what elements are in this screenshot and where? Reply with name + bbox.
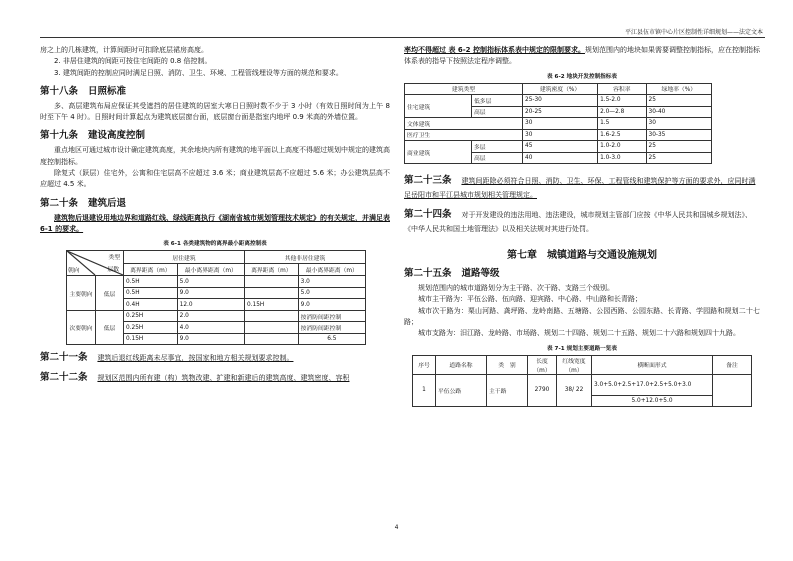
cell: 1.0-3.0 — [598, 152, 646, 164]
header-type: 建筑类型 — [405, 83, 523, 95]
cell: 按消防间距控制 — [298, 310, 365, 322]
article-number: 第二十二条 — [40, 372, 88, 384]
cell: 2790 — [528, 374, 557, 407]
article-22 — [40, 371, 390, 385]
header-floors: 层数 — [107, 267, 119, 274]
cell: 0.25H — [124, 310, 178, 322]
article-number: 第二十五条 — [404, 268, 452, 280]
article-24 — [404, 208, 760, 236]
article-20-text: 建筑物后退建设用地边界和道路红线、绿线距离执行《湖南省城市规划管理技术规定》的有关规定，并满足表 6-1 的要求。 — [40, 213, 390, 233]
page-number: 4 — [394, 524, 399, 531]
cell: 12.0 — [177, 299, 244, 311]
continued-text: 规划范围内的地块如果需要调整控制指标，应在控制指标体系表的指导下按照法定程序调整。 — [404, 46, 760, 66]
cell: 9.0 — [177, 333, 244, 345]
article-23 — [404, 174, 760, 202]
cell: 5.0+12.0+5.0 — [592, 395, 713, 407]
header-distance: 离界距离（m） — [244, 263, 298, 276]
floors-cell: 低层 — [103, 291, 116, 298]
article-20-heading — [40, 197, 390, 210]
cell: 主干路 — [487, 374, 528, 407]
header-cell: 红线宽度（m） — [557, 355, 592, 374]
article-25-text-4: 城市支路为：汨江路、龙岭路、市场路、规划二十四路、规划二十五路、规划二十六路和规划四十九路。 — [418, 329, 740, 338]
cell: 3.0 — [298, 276, 365, 288]
cell: 25 — [646, 152, 711, 164]
group-label: 主要朝向 — [67, 276, 96, 310]
cell: 1.6-2.5 — [598, 129, 646, 141]
cell: 0.5H — [124, 287, 178, 299]
table-6-2-caption: 表 6-2 地块开发控制指标表 — [547, 73, 617, 80]
cell: 低多层 — [472, 95, 523, 107]
header-green: 绿地率（%） — [646, 83, 711, 95]
article-18-heading — [40, 85, 390, 98]
cell: 38/ 22 — [557, 374, 592, 407]
cell: 高层 — [472, 106, 523, 118]
header-far: 容积率 — [598, 83, 646, 95]
article-number: 第二十条 — [40, 197, 79, 209]
article-title: 道路等级 — [461, 268, 500, 280]
cell: 平伍公路 — [436, 374, 487, 407]
cell: 30 — [523, 129, 598, 141]
cell: 25 — [646, 95, 711, 107]
list-item-2: 2. 非居住建筑的间距可按住宅间距的 0.8 倍控制。 — [54, 57, 212, 66]
cell: 25-30 — [523, 95, 598, 107]
cell: 4.0 — [177, 322, 244, 334]
cell: 30 — [646, 118, 711, 130]
table-row — [405, 129, 712, 141]
chapter-title: 第七章 城镇道路与交通设施规划 — [507, 250, 657, 262]
article-21-text: 建筑后退红线距离未尽事宜，按国家和地方相关规划要求控制。 — [97, 354, 294, 363]
cell: 30-40 — [646, 106, 711, 118]
cell: 30-35 — [646, 129, 711, 141]
cell: 5.0 — [177, 276, 244, 288]
header-cell: 道路名称 — [436, 355, 487, 374]
article-25-text-3: 城市次干路为：栗山河路、龚坪路、龙岭南路、五塘路、公园西路、公园东路、长青路、学园路和规划二十七路； — [404, 306, 760, 326]
article-title: 建筑后退 — [87, 197, 126, 209]
cell: 0.25H — [124, 322, 178, 334]
cell: 高层 — [472, 152, 523, 164]
header-residential: 居住建筑 — [124, 251, 245, 264]
cell: 9.0 — [177, 287, 244, 299]
article-19-heading — [40, 129, 390, 142]
article-title: 建设高度控制 — [87, 130, 145, 142]
article-19-text-1: 重点地区可通过城市设计确定建筑高度，其余地块内所有建筑的地平面以上高度不得超过规划中规定的建筑高度控制指标。 — [40, 146, 390, 166]
article-number: 第二十一条 — [40, 352, 88, 364]
cell: 25 — [646, 141, 711, 153]
cell: 0.4H — [124, 299, 178, 311]
cell: 45 — [523, 141, 598, 153]
paragraph-continued — [404, 45, 760, 68]
continued-bold-text: 率均不得超过 表 6-2 控制指标体系表中规定的限制要求。 — [404, 46, 585, 54]
cell: 9.0 — [298, 299, 365, 311]
right-column — [404, 45, 760, 407]
left-column — [40, 45, 390, 388]
header-min-distance: 最小离界距离（m） — [298, 263, 365, 276]
cell: 2.0—2.8 — [598, 106, 646, 118]
article-22-text: 规划区范围内所有建（构）筑物改建、扩建和新建后的建筑高度、建筑密度、容积 — [97, 374, 350, 383]
cell: 1.0-2.0 — [598, 141, 646, 153]
paragraph-continued: 房之上的几栋建筑，计算间距时可扣除底层裙房高度。 — [40, 46, 208, 54]
table-7-1-caption: 表 7-1 规划主要道路一览表 — [547, 345, 617, 352]
category-cell: 住宅建筑 — [405, 95, 472, 118]
cell — [244, 276, 298, 288]
category-cell: 文体建筑 — [405, 118, 523, 130]
article-24-text: 对于开发建设的违法用地、违法建设，城市规划主管部门应按《中华人民共和国城乡规划法》、《中华人民共和国土地管理法》以及相关法规对其进行处罚。 — [404, 211, 752, 234]
cell: 6.5 — [298, 333, 365, 345]
header-cell: 长度（m） — [528, 355, 557, 374]
group-label: 次要朝向 — [67, 311, 96, 345]
article-23-text: 建筑间距除必须符合日照、消防、卫生、环保、工程管线和建筑保护等方面的要求外，应同时满足岳阳市和平江县城市规划相关管理规定。 — [404, 177, 756, 200]
article-21 — [40, 351, 390, 365]
article-25-text-1: 规划范围内的城市道路划分为主干路、次干路、支路三个级别。 — [418, 284, 614, 293]
article-number: 第二十四条 — [404, 209, 452, 221]
group-cell — [67, 276, 124, 311]
page-header: 平江县伍市镇中心片区控制性详细规划——法定文本 — [40, 27, 765, 38]
cell — [244, 333, 298, 345]
cell: 多层 — [472, 141, 523, 153]
cell: 3.0+5.0+2.5+17.0+2.5+5.0+3.0 — [592, 374, 713, 395]
group-cell — [67, 310, 124, 345]
floors-cell: 低层 — [103, 326, 116, 333]
table-row — [405, 118, 712, 130]
header-density: 建筑密度（%） — [523, 83, 598, 95]
table-row — [413, 374, 752, 395]
cell — [244, 310, 298, 322]
setback-table — [66, 250, 366, 345]
header-distance: 离界距离（m） — [124, 263, 178, 276]
cell: 0.5H — [124, 276, 178, 288]
diagonal-header-cell — [67, 251, 124, 276]
article-number: 第十九条 — [40, 130, 79, 142]
cell — [244, 322, 298, 334]
header-cell: 序号 — [413, 355, 436, 374]
cell: 1.5 — [598, 118, 646, 130]
header-cell: 备注 — [713, 355, 752, 374]
header-type: 类型 — [108, 255, 120, 262]
table-row — [67, 310, 366, 322]
header-cell: 横断面形式 — [592, 355, 713, 374]
article-25-heading — [404, 267, 760, 280]
article-title: 日照标准 — [87, 85, 126, 97]
article-18-text: 多、高层建筑布局应保证其受遮挡的居住建筑的居室大寒日日照时数不少于 3 小时（有效日照时间为上午 8 时至下午 4 时）。日照时间计算起点为建筑底层窗台面，底层窗台面是指室内地坪 0.9 米高的外墙位置。 — [40, 101, 390, 122]
cell — [713, 374, 752, 407]
header-direction: 朝向 — [68, 268, 80, 275]
article-number: 第二十三条 — [404, 175, 452, 187]
development-control-table — [404, 83, 712, 165]
cell — [244, 287, 298, 299]
article-19-text-2: 除复式（跃层）住宅外，公寓和住宅层高不应超过 3.6 米；商业建筑层高不应超过 5.6 米；办公建筑层高不应超过 4.5 米。 — [40, 169, 390, 189]
header-min-distance: 最小离界距离（m） — [177, 263, 244, 276]
table-row — [67, 276, 366, 288]
cell: 2.0 — [177, 310, 244, 322]
article-number: 第十八条 — [40, 85, 79, 97]
header-nonresidential: 其他非居住建筑 — [244, 251, 365, 264]
road-table — [412, 355, 752, 408]
table-6-1-caption: 表 6-1 各类建筑物的离界最小距离控制表 — [163, 241, 267, 248]
table-row — [405, 141, 712, 153]
category-cell: 商业建筑 — [405, 141, 472, 164]
cell: 5.0 — [298, 287, 365, 299]
cell: 1 — [413, 374, 436, 407]
cell: 1.5-2.0 — [598, 95, 646, 107]
cell: 0.15H — [244, 299, 298, 311]
table-row — [405, 95, 712, 107]
category-cell: 医疗卫生 — [405, 129, 523, 141]
cell: 0.15H — [124, 333, 178, 345]
list-item-3: 3. 建筑间距的控制应同时满足日照、消防、卫生、环境、工程管线埋设等方面的规范和要求。 — [54, 68, 343, 77]
cell: 20-25 — [523, 106, 598, 118]
cell: 40 — [523, 152, 598, 164]
article-25-text-2: 城市主干路为：平伍公路、伍向路、迎宾路、中心路、中山路和长青路； — [418, 295, 642, 304]
cell: 30 — [523, 118, 598, 130]
cell: 按消防间距控制 — [298, 322, 365, 334]
header-cell: 类 别 — [487, 355, 528, 374]
